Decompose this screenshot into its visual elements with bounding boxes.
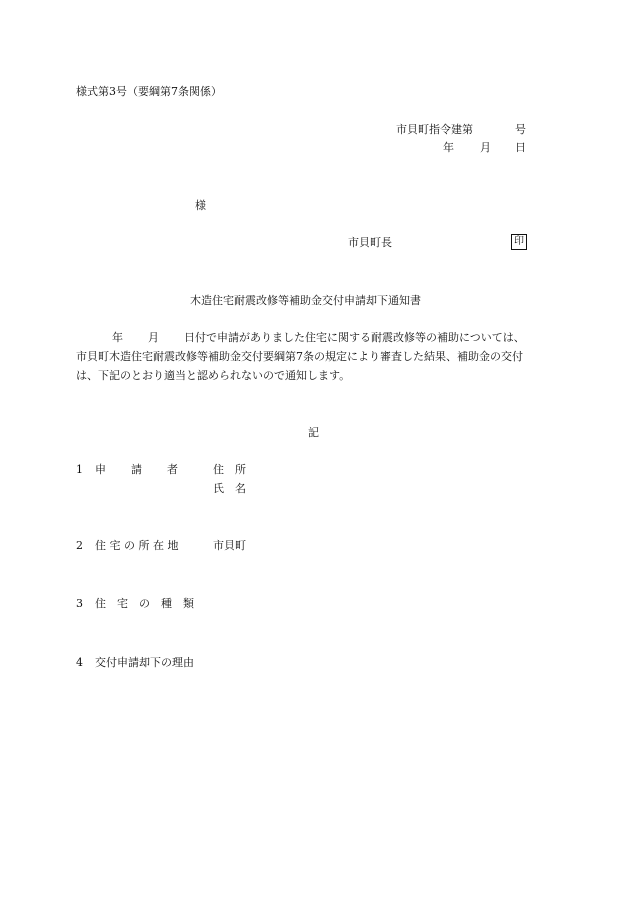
applicant-address-label: 住 所 — [213, 463, 246, 476]
item-3-number: 3 — [76, 597, 83, 610]
item-3-label: 住 宅 の 種 類 — [95, 597, 194, 610]
form-number: 様式第3号（要綱第7条関係） — [76, 85, 222, 98]
item-2-number: 2 — [76, 539, 83, 552]
item-2-label: 住 宅 の 所 在 地 — [95, 539, 179, 552]
seal-stamp: 印 — [511, 234, 527, 250]
date-year: 年 — [443, 141, 454, 154]
body-year: 年 — [112, 331, 123, 344]
issuer-name: 市貝町長 — [348, 236, 392, 249]
applicant-name-label: 氏 名 — [213, 482, 246, 495]
addressee-sama: 様 — [195, 199, 206, 212]
item-4-label: 交付申請却下の理由 — [95, 656, 194, 669]
body-line-1-text: 日付で申請がありました住宅に関する耐震改修等の補助については、 — [184, 331, 525, 344]
item-1-label-char-1: 申 — [95, 463, 106, 476]
body-month: 月 — [148, 331, 159, 344]
item-1-number: 1 — [76, 463, 83, 476]
item-4-number: 4 — [76, 656, 83, 669]
body-line-1 — [76, 331, 525, 345]
item-2-value: 市貝町 — [213, 539, 246, 552]
body-line-3: は、下記のとおり適当と認められないので通知します。 — [76, 369, 351, 382]
doc-number-suffix: 号 — [515, 123, 526, 136]
ki-label: 記 — [308, 426, 319, 439]
date-day: 日 — [515, 141, 526, 154]
body-line-2: 市貝町木造住宅耐震改修等補助金交付要綱第7条の規定により審査した結果、補助金の交付 — [76, 350, 523, 363]
date-month: 月 — [480, 141, 491, 154]
document-title: 木造住宅耐震改修等補助金交付申請却下通知書 — [190, 294, 421, 307]
item-1-label-char-3: 者 — [167, 463, 178, 476]
doc-number-prefix: 市貝町指令建第 — [396, 123, 473, 136]
item-1-label-char-2: 請 — [131, 463, 142, 476]
